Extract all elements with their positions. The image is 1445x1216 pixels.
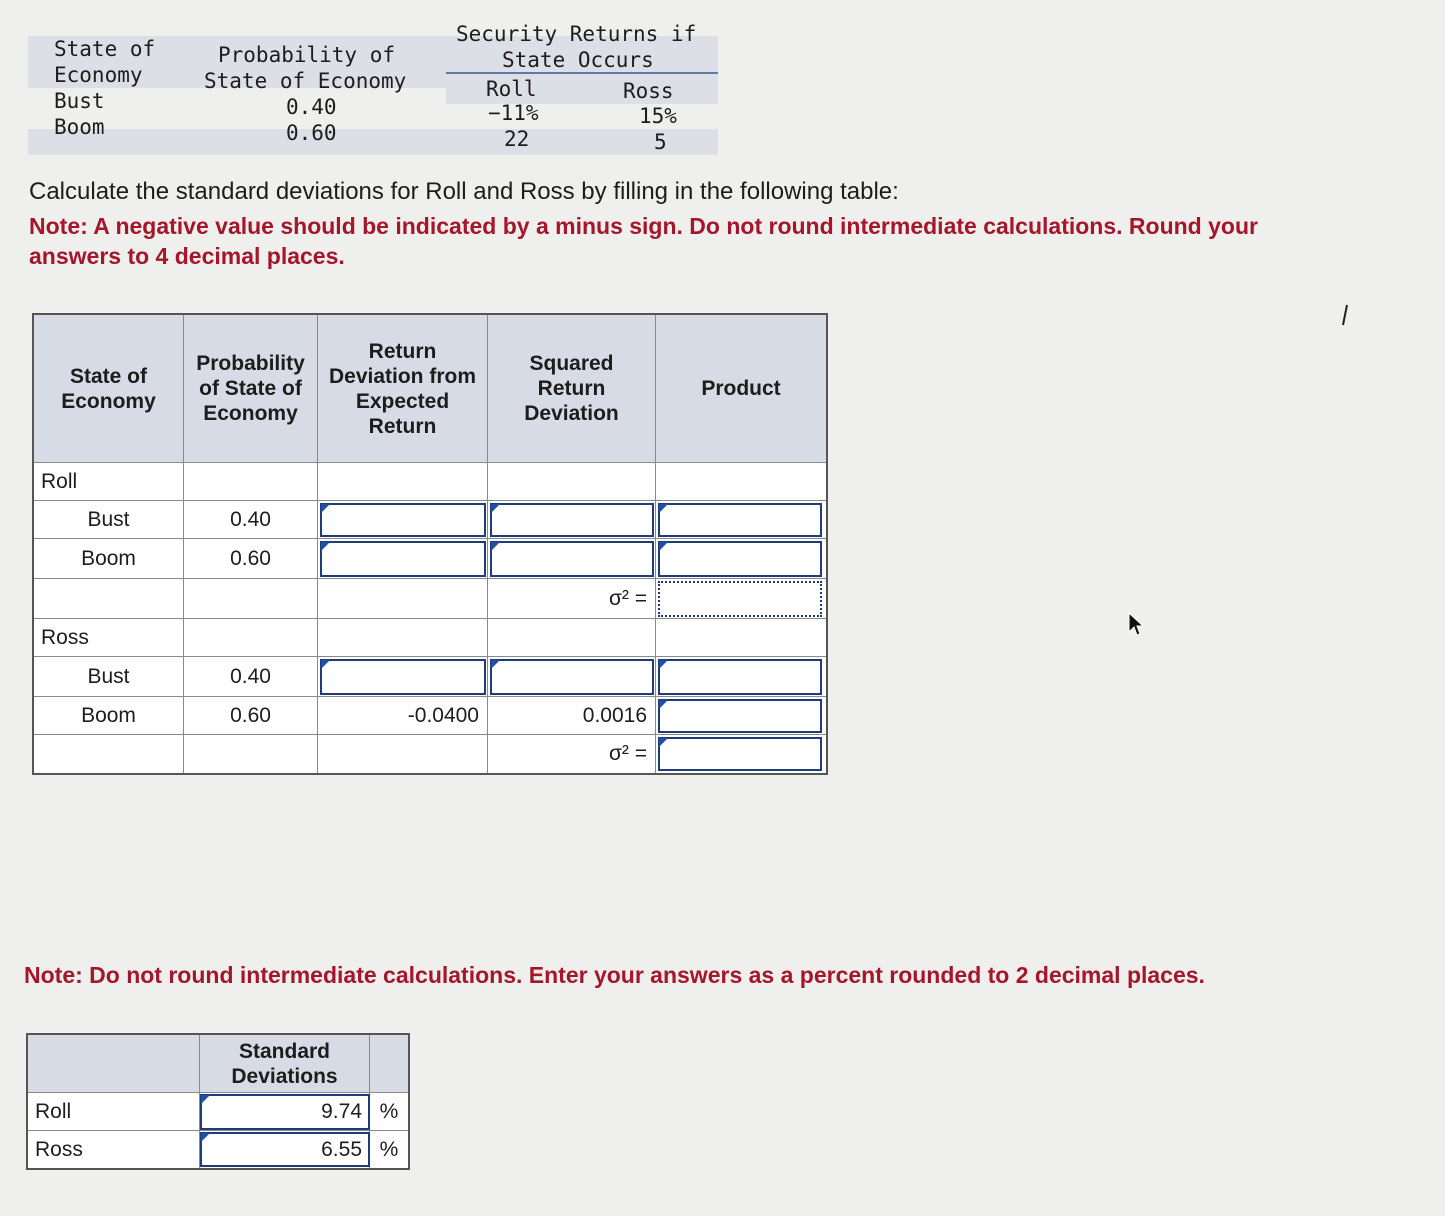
roll-bust-product-cell [656, 501, 826, 539]
instruction-note-line2: answers to 4 decimal places. [29, 243, 345, 269]
roll-bust-state: Bust [34, 501, 184, 539]
given-row-boom-prob: 0.60 [286, 121, 337, 145]
roll-boom-deviation-cell [318, 539, 488, 579]
mouse-pointer-icon [1128, 612, 1144, 643]
roll-boom-probability: 0.60 [184, 539, 318, 579]
sd-ross-unit: % [379, 1137, 399, 1161]
roll-bust-deviation-cell [318, 501, 488, 539]
empty-cell [318, 735, 488, 773]
sd-roll-cell [200, 1093, 370, 1131]
ross-bust-product-input[interactable] [658, 659, 822, 695]
roll-boom-product-cell [656, 539, 826, 579]
roll-bust-deviation-input[interactable] [320, 503, 486, 537]
empty-cell [488, 619, 656, 657]
given-header-prob-1: Probability of [218, 43, 396, 67]
given-row-boom-ross: 5 [654, 130, 667, 154]
header-dev-line3: Expected [355, 389, 450, 413]
empty-cell [184, 579, 318, 619]
empty-cell [34, 735, 184, 773]
ross-boom-deviation-value: -0.0400 [318, 697, 488, 735]
empty-cell [184, 735, 318, 773]
header-sq-line1: Squared [529, 352, 614, 375]
instruction-note-line1: Note: A negative value should be indicated by a minus sign. Do not round intermediate calculations. Round your [29, 213, 1258, 239]
given-header-roll: Roll [486, 77, 537, 101]
roll-boom-state: Boom [34, 539, 184, 579]
header-product-text: Product [701, 377, 781, 400]
ross-variance-label: σ² = [488, 735, 656, 773]
header-probability [184, 315, 318, 463]
variance-worksheet-table [32, 313, 828, 775]
ross-section-label: Ross [34, 619, 184, 657]
ross-boom-state: Boom [34, 697, 184, 735]
header-prob-line3: Economy [203, 402, 298, 425]
sd-header-line1: Standard [238, 1039, 330, 1063]
roll-boom-product-input[interactable] [658, 541, 822, 577]
roll-variance-input[interactable] [658, 581, 822, 617]
empty-cell [318, 463, 488, 501]
roll-section-label: Roll [34, 463, 184, 501]
roll-boom-squared-cell [488, 539, 656, 579]
sd-roll-input[interactable]: 9.74 [200, 1094, 370, 1130]
ross-variance-cell [656, 735, 826, 773]
header-state-line2: Economy [61, 389, 156, 413]
given-row-bust-roll: −11% [488, 101, 539, 125]
roll-bust-probability: 0.40 [184, 501, 318, 539]
standard-deviation-table [26, 1033, 410, 1170]
ross-bust-state: Bust [34, 657, 184, 697]
header-squared-deviation [488, 315, 656, 463]
empty-cell [318, 579, 488, 619]
sd-header-line2: Deviations [231, 1064, 338, 1088]
roll-bust-product-input[interactable] [658, 503, 822, 537]
instruction-prompt: Calculate the standard deviations for Roll and Ross by filling in the following table: [29, 178, 899, 205]
ross-bust-probability: 0.40 [184, 657, 318, 697]
ross-bust-deviation-cell [318, 657, 488, 697]
given-header-returns-2: State Occurs [502, 48, 654, 72]
header-dev-line1: Return [368, 339, 437, 363]
ross-bust-squared-input[interactable] [490, 659, 654, 695]
header-product [656, 315, 826, 463]
header-prob-line2: of State of [199, 377, 302, 400]
percent-note: Note: Do not round intermediate calculations. Enter your answers as a percent rounded to 2 decimal places. [24, 962, 1205, 988]
given-header-ross: Ross [623, 79, 674, 103]
header-sq-line2: Return [537, 377, 606, 400]
ross-bust-product-cell [656, 657, 826, 697]
empty-cell [184, 619, 318, 657]
given-row-boom-state: Boom [54, 115, 105, 139]
ross-bust-deviation-input[interactable] [320, 659, 486, 695]
empty-cell [656, 619, 826, 657]
header-dev-line2: Deviation from [328, 364, 477, 388]
empty-cell [184, 463, 318, 501]
given-header-state-2: Economy [54, 63, 143, 87]
given-row-bust-state: Bust [54, 89, 105, 113]
ross-boom-squared-value: 0.0016 [488, 697, 656, 735]
sd-ross-cell [200, 1131, 370, 1168]
empty-cell [488, 463, 656, 501]
empty-cell [656, 463, 826, 501]
roll-bust-squared-input[interactable] [490, 503, 654, 537]
given-row-boom-band [28, 129, 718, 155]
roll-variance-cell [656, 579, 826, 619]
roll-variance-label: σ² = [488, 579, 656, 619]
given-header-state-1: State of [54, 37, 156, 61]
empty-cell [34, 579, 184, 619]
sd-ross-label: Ross [28, 1131, 200, 1168]
sd-header-blank [28, 1035, 200, 1093]
header-dev-line4: Return [368, 414, 437, 438]
roll-boom-deviation-input[interactable] [320, 541, 486, 577]
given-header-prob-2: State of Economy [204, 69, 407, 93]
given-row-boom-roll: 22 [504, 127, 530, 151]
header-return-deviation [318, 315, 488, 463]
ross-variance-input[interactable] [658, 737, 822, 771]
header-prob-line1: Probability [196, 352, 305, 375]
ross-boom-probability: 0.60 [184, 697, 318, 735]
header-state-of-economy [34, 315, 184, 463]
sd-ross-input[interactable]: 6.55 [200, 1132, 370, 1167]
ross-bust-squared-cell [488, 657, 656, 697]
sd-roll-label: Roll [28, 1093, 200, 1131]
sd-header-unit-blank [370, 1035, 408, 1093]
sd-header [200, 1035, 370, 1093]
roll-bust-squared-cell [488, 501, 656, 539]
ross-boom-product-input[interactable] [658, 699, 822, 733]
given-row-bust-ross: 15% [639, 104, 677, 128]
given-row-bust-prob: 0.40 [286, 95, 337, 119]
header-state-line1: State of [69, 364, 147, 388]
ross-boom-product-cell [656, 697, 826, 735]
given-header-returns-1: Security Returns if [456, 22, 697, 46]
header-sq-line3: Deviation [524, 402, 619, 425]
empty-cell [318, 619, 488, 657]
sd-roll-unit: % [370, 1093, 408, 1131]
pen-mark-icon [1339, 303, 1351, 334]
roll-boom-squared-input[interactable] [490, 541, 654, 577]
